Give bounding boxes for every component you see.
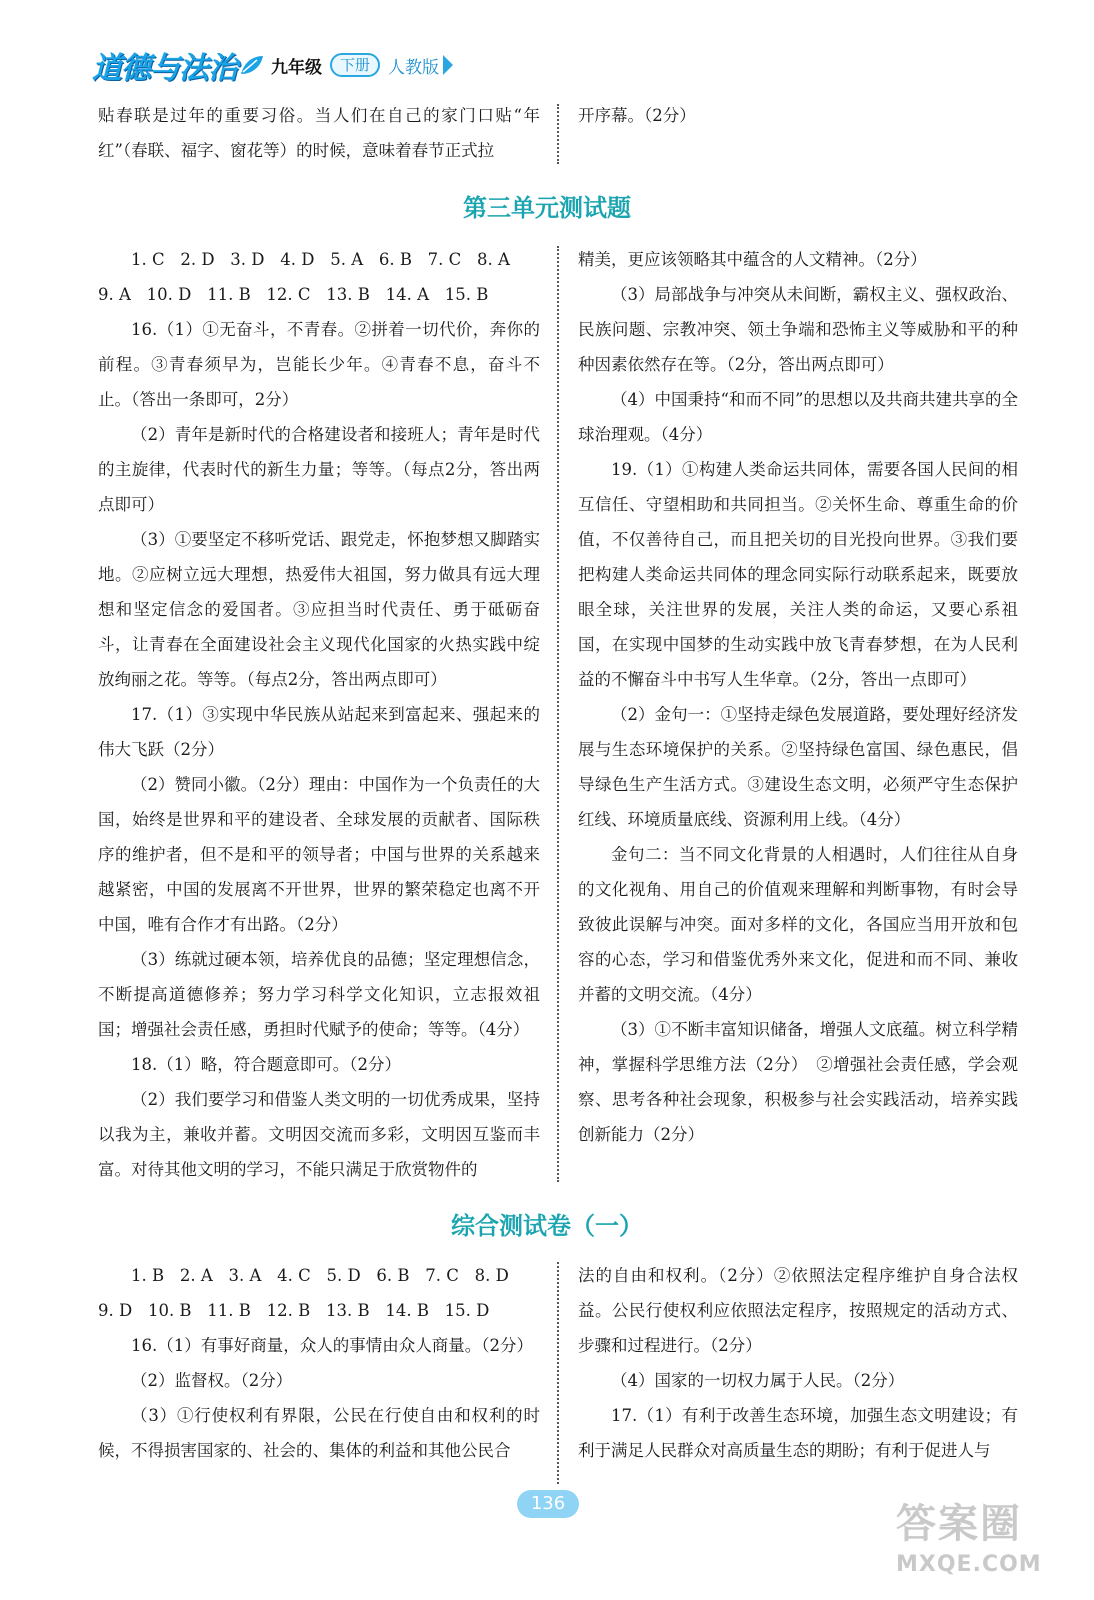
comp1-answer-16-3-cont: 法的自由和权利。（2分）②依照法定程序维护自身合法权益。公民行使权利应依照法定程序，按照规定的活动方式、步骤和过程进行。（2分） — [578, 1266, 1018, 1355]
arrow-right-icon — [443, 55, 453, 75]
unit3-answer-17-2: （2）赞同小徽。（2分）理由：中国作为一个负责任的大国，始终是世界和平的建设者、全球发展的贡献者、国际秩序的维护者，但不是和平的领导者；中国与世界的关系越来越紧密，中国的发展离不开世界，世界的繁荣稳定也离不开中国，唯有合作才有出路。（2分） — [98, 775, 540, 934]
volume-badge: 下册 — [330, 53, 380, 77]
unit3-answer-17-1: 17.（1）③实现中华民族从站起来到富起来、强起来的伟大飞跃（2分） — [98, 705, 540, 759]
watermark-text: 答案圈 — [896, 1501, 1022, 1547]
unit3-left-column — [98, 242, 540, 1187]
unit3-answer-19-3: （3）①不断丰富知识储备，增强人文底蕴。树立科学精神，掌握科学思维方法（2分） ②增强社会责任感，学会观察、思考各种社会现象，积极参与社会实践活动，培养实践创新能力（2分） — [578, 1020, 1018, 1144]
grade-label: 九年级 — [271, 57, 322, 78]
watermark-url: MXQE.COM — [896, 1552, 1042, 1577]
unit3-answer-16-3: （3）①要坚定不移听党话、跟党走，怀抱梦想又脚踏实地。②应树立远大理想，热爱伟大祖国，努力做具有远大理想和坚定信念的爱国者。③应担当时代责任、勇于砥砺奋斗，让青春在全面建设社会主义现代化国家的火热实践中绽放绚丽之花。等等。（每点2分，答出两点即可） — [98, 530, 540, 689]
top-right-column — [578, 98, 1018, 133]
column-divider — [557, 1262, 559, 1484]
comp1-right-column — [578, 1258, 1018, 1468]
column-divider — [557, 104, 559, 164]
unit3-right-column — [578, 242, 1018, 1152]
unit3-answer-18-2: （2）我们要学习和借鉴人类文明的一切优秀成果，坚持以我为主，兼收并蓄。文明因交流而多彩，文明因互鉴而丰富。对待其他文明的学习，不能只满足于欣赏物件的 — [98, 1090, 540, 1179]
comp1-answer-16-3: （3）①行使权利有界限，公民在行使自由和权利的时候，不得损害国家的、社会的、集体的利益和其他公民合 — [98, 1406, 540, 1460]
comp1-answer-16-1: 16.（1）有事好商量，众人的事情由众人商量。（2分） — [131, 1336, 533, 1355]
unit3-answer-18-3: （3）局部战争与冲突从未间断，霸权主义、强权政治、民族问题、宗教冲突、领土争端和恐怖主义等威胁和平的种种因素依然存在等。（2分，答出两点即可） — [578, 285, 1018, 374]
unit3-answer-16-2: （2）青年是新时代的合格建设者和接班人；青年是时代的主旋律，代表时代的新生力量；等等。（每点2分，答出两点即可） — [98, 425, 540, 514]
unit3-answer-19-1: 19.（1）①构建人类命运共同体，需要各国人民间的相互信任、守望相助和共同担当。②关怀生命、尊重生命的价值，不仅善待自己，而且把关切的目光投向世界。③我们要把构建人类命运共同体的理念同实际行动联系起来，既要放眼全球，关注世界的发展，关注人类的命运，又要心系祖国，在实现中国梦的生动实践中放飞青春梦想，在为人民利益的不懈奋斗中书写人生华章。（2分，答出一点即可） — [578, 460, 1018, 689]
watermark-logo — [896, 1498, 1068, 1594]
section-title-unit3: 第三单元测试题 — [463, 194, 631, 222]
unit3-answer-19-2-quote2: 金句二：当不同文化背景的人相遇时，人们往往从自身的文化视角、用自己的价值观来理解和判断事物，有时会导致彼此误解与冲突。面对多样的文化，各国应当用开放和包容的心态，学习和借鉴优秀外来文化，促进和而不同、兼收并蓄的文明交流。（4分） — [578, 845, 1018, 1004]
section-title-comprehensive-1: 综合测试卷（一） — [451, 1212, 643, 1240]
book-header — [92, 44, 453, 86]
unit3-answer-18-2-cont: 精美，更应该领略其中蕴含的人文精神。（2分） — [578, 250, 927, 269]
comp1-mc-row-2: 9. D 10. B 11. B 12. B 13. B 14. B 15. D — [98, 1301, 490, 1320]
unit3-answer-18-1: 18.（1）略，符合题意即可。（2分） — [131, 1055, 401, 1074]
comp1-mc-row-1: 1. B 2. A 3. A 4. C 5. D 6. B 7. C 8. D — [131, 1266, 509, 1285]
leaf-icon — [239, 54, 265, 76]
unit3-mc-row-1: 1. C 2. D 3. D 4. D 5. A 6. B 7. C 8. A — [131, 250, 510, 269]
unit3-answer-17-3: （3）练就过硬本领，培养优良的品德；坚定理想信念，不断提高道德修养；努力学习科学文化知识，立志报效祖国；增强社会责任感，勇担时代赋予的使命；等等。（4分） — [98, 950, 540, 1039]
book-brand-title: 道德与法治 — [92, 51, 237, 86]
comp1-answer-17-1: 17.（1）有利于改善生态环境，加强生态文明建设；有利于满足人民群众对高质量生态的期盼；有利于促进人与 — [578, 1406, 1018, 1460]
column-divider — [557, 246, 559, 1182]
comp1-answer-16-2: （2）监督权。（2分） — [131, 1371, 293, 1390]
comp1-answer-16-4: （4）国家的一切权力属于人民。（2分） — [611, 1371, 905, 1390]
unit3-mc-row-2: 9. A 10. D 11. B 12. C 13. B 14. A 15. B — [98, 285, 489, 304]
top-right-paragraph: 开序幕。（2分） — [578, 106, 696, 125]
unit3-answer-18-4: （4）中国秉持“和而不同”的思想以及共商共建共享的全球治理观。（4分） — [578, 390, 1018, 444]
unit3-answer-19-2: （2）金句一：①坚持走绿色发展道路，要处理好经济发展与生态环境保护的关系。②坚持绿色富国、绿色惠民，倡导绿色生产生活方式。③建设生态文明，必须严守生态保护红线、环境质量底线、资源利用上线。（4分） — [578, 705, 1018, 829]
top-left-paragraph: 贴春联是过年的重要习俗。当人们在自己的家门口贴“年红”（春联、福字、窗花等）的时候，意味着春节正式拉 — [98, 106, 540, 160]
top-left-column — [98, 98, 540, 168]
comp1-left-column — [98, 1258, 540, 1468]
unit3-answer-16-1: 16.（1）①无奋斗，不青春。②拼着一切代价，奔你的前程。③青春须早为，岂能长少年。④青春不息，奋斗不止。（答出一条即可，2分） — [98, 320, 540, 409]
edition-label: 人教版 — [388, 57, 440, 78]
page-number: 136 — [517, 1490, 579, 1518]
